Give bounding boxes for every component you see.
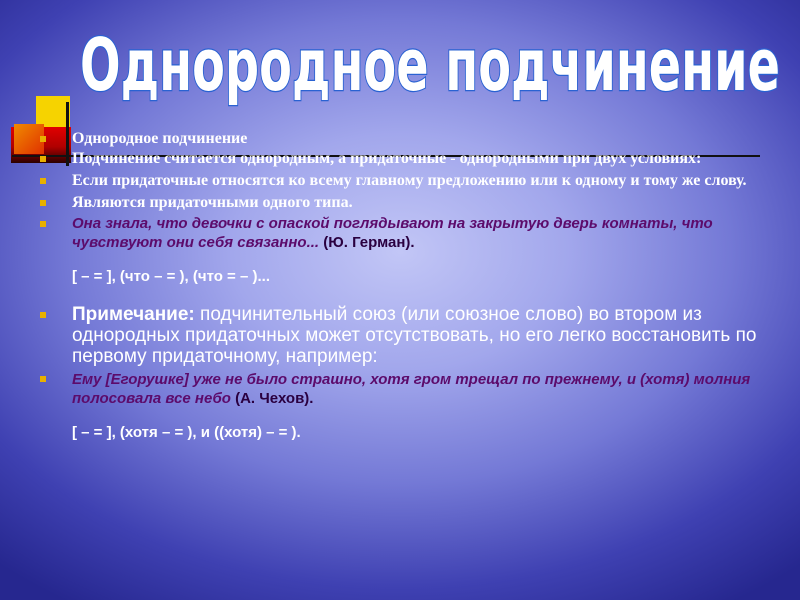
list-item: Если придаточные относятся ко всему главному предложению или к одному и тому же слову. — [40, 172, 785, 190]
list-item: Являются придаточными одного типа. — [40, 194, 785, 212]
bullet-icon — [40, 376, 46, 382]
example-item — [40, 214, 785, 252]
slide-title-text: Однородное подчинение — [80, 23, 780, 107]
note-text: подчинительный союз (или союзное слово) во втором из однородных придаточных может отсутствовать, но его легко восстановить по первому придаточному, например: — [72, 304, 757, 367]
note-item — [40, 304, 785, 367]
note-label: Примечание: — [72, 304, 195, 325]
scheme-line — [40, 268, 785, 286]
bullet-icon — [40, 200, 46, 206]
scheme-line — [40, 424, 785, 442]
list-item: Однородное подчинение — [40, 130, 785, 148]
bullet-icon — [40, 178, 46, 184]
bullet-icon — [40, 312, 46, 318]
bullet-icon — [40, 156, 46, 162]
example-author: (Ю. Герман). — [323, 234, 415, 251]
example-text: Ему [Егорушке] уже не было страшно, хотя гром трещал по прежнему, и (хотя) молния полосовала все небо — [72, 371, 751, 407]
slide-title — [70, 0, 790, 110]
bullet-icon — [40, 136, 46, 142]
bullet-icon — [40, 221, 46, 227]
example-author: (А. Чехов). — [235, 390, 314, 407]
sentence-scheme: [ – = ], (хотя – = ), и ((хотя) – = ). — [72, 424, 301, 441]
example-item — [40, 370, 785, 408]
list-item: Подчинение считается однородным, а придаточные - однородными при двух условиях: — [40, 150, 785, 168]
sentence-scheme: [ – = ], (что – = ), (что = – )... — [72, 268, 270, 285]
slide-body — [40, 130, 785, 442]
example-text: Она знала, что девочки с опаской поглядывают на закрытую дверь комнаты, что чувствуют они себя связанно... — [72, 215, 713, 251]
